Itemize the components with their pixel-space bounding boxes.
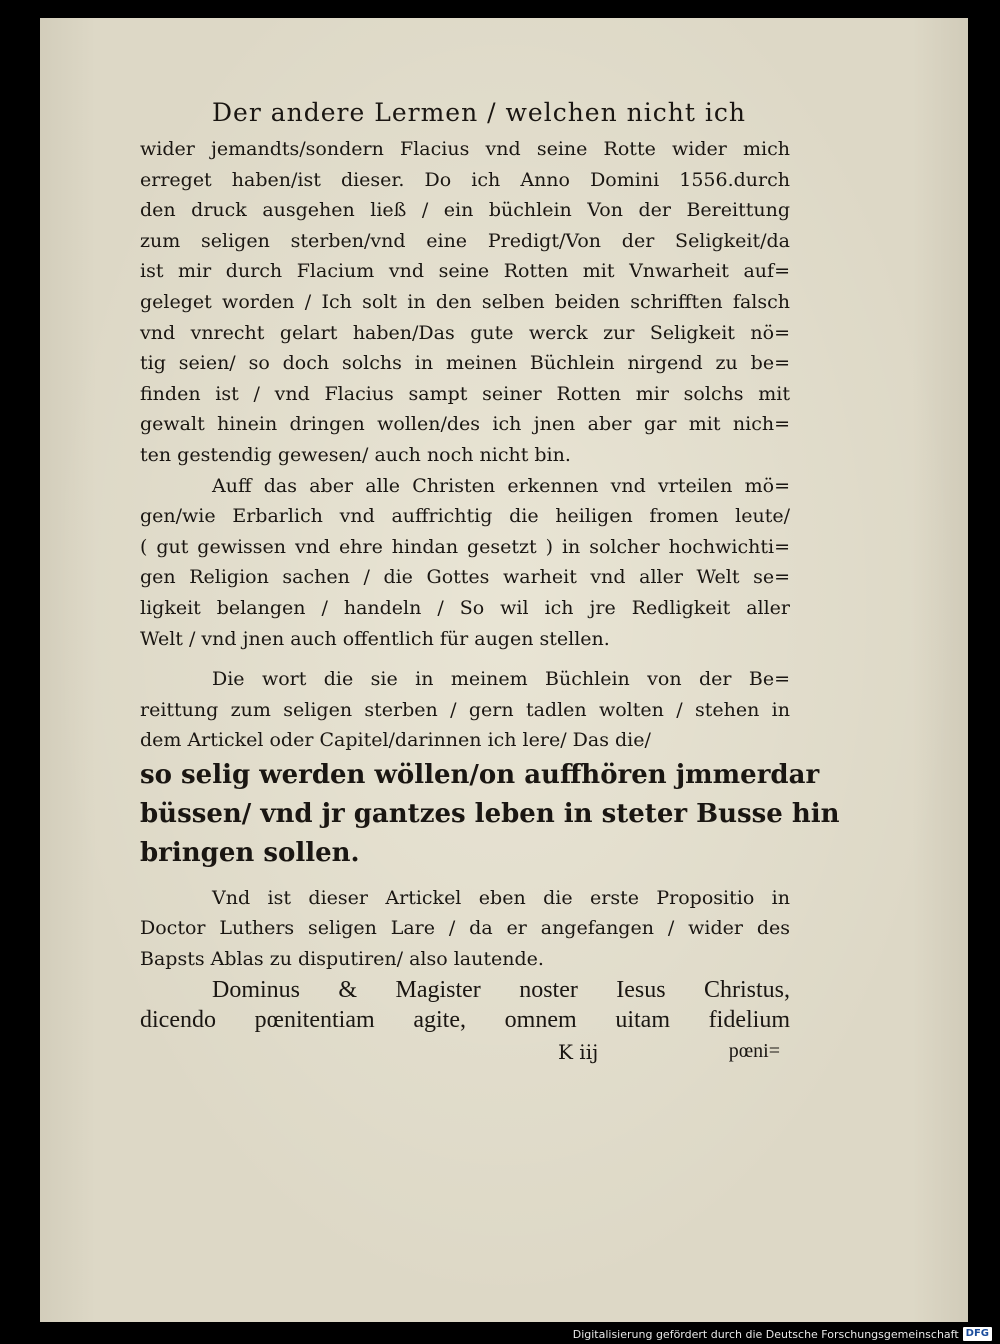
paragraph-gap	[140, 654, 790, 664]
emphasis-line: büssen/ vnd jr gantzes leben in steter Busse hin	[140, 798, 840, 829]
text-line: Doctor Luthers seligen Lare / da er angefangen / wider des	[140, 917, 790, 940]
heading-line: Der andere Lermen / welchen nicht ich	[212, 98, 746, 127]
text-line: ligkeit belangen / handeln / So wil ich jre Redligkeit aller	[140, 596, 790, 619]
text-line: geleget worden / Ich solt in den selben beiden schrifften falsch	[140, 290, 790, 313]
text-line: ( gut gewissen vnd ehre hindan gesetzt ) in solcher hochwichti=	[140, 535, 790, 558]
latin-line: Dominus & Magister noster Iesus Christus,	[212, 976, 790, 1003]
text-line: gen Religion sachen / die Gottes warheit vnd aller Welt se=	[140, 566, 790, 589]
paragraph-start-line: Auff das aber alle Christen erkennen vnd vrteilen mö=	[212, 474, 790, 497]
text-line: Bapsts Ablas zu disputiren/ also lautende.	[140, 948, 544, 971]
page-foot-row	[140, 1040, 790, 1074]
paragraph-start-line: Vnd ist dieser Artickel eben die erste Propositio in	[212, 886, 790, 909]
emphasis-line: bringen sollen.	[140, 837, 360, 868]
paragraph-start-line: Die wort die sie in meinem Büchlein von der Be=	[212, 668, 790, 691]
text-line: tig seien/ so doch solchs in meinen Büchlein nirgend zu be=	[140, 352, 790, 375]
digitization-credit	[573, 1327, 992, 1341]
book-page	[40, 18, 968, 1322]
latin-line: dicendo pœnitentiam agite, omnem uitam fidelium	[140, 1007, 790, 1034]
text-line: erreget haben/ist dieser. Do ich Anno Domini 1556.durch	[140, 168, 790, 191]
dfg-logo: DFG	[963, 1327, 992, 1341]
emphasis-line: so selig werden wöllen/on auffhören jmmerdar	[140, 759, 820, 790]
text-line: Welt / vnd jnen auch offentlich für augen stellen.	[140, 627, 610, 650]
page-text	[140, 92, 840, 1074]
signature-mark: K iij	[558, 1039, 599, 1064]
catchword: pœni=	[728, 1039, 780, 1062]
paragraph-gap	[140, 873, 790, 883]
text-line: zum seligen sterben/vnd eine Predigt/Von der Seligkeit/da	[140, 229, 790, 252]
text-line: ist mir durch Flacium vnd seine Rotten mit Vnwarheit auf=	[140, 260, 790, 283]
text-line: gewalt hinein dringen wollen/des ich jnen aber gar mit nich=	[140, 413, 790, 436]
text-line: reittung zum seligen sterben / gern tadlen wolten / stehen in	[140, 698, 790, 721]
text-line: dem Artickel oder Capitel/darinnen ich lere/ Das die/	[140, 729, 651, 752]
credit-text: Digitalisierung gefördert durch die Deutsche Forschungsgemeinschaft	[572, 1327, 959, 1341]
text-line: ten gestendig gewesen/ auch noch nicht bin.	[140, 443, 571, 466]
text-line: vnd vnrecht gelart haben/Das gute werck zur Seligkeit nö=	[140, 321, 790, 344]
text-line: den druck ausgehen ließ / ein büchlein Von der Bereittung	[140, 199, 790, 222]
text-line: wider jemandts/sondern Flacius vnd seine Rotte wider mich	[140, 138, 790, 160]
text-line: finden ist / vnd Flacius sampt seiner Rotten mir solchs mit	[140, 382, 790, 405]
text-line: gen/wie Erbarlich vnd auffrichtig die heiligen fromen leute/	[140, 505, 790, 528]
